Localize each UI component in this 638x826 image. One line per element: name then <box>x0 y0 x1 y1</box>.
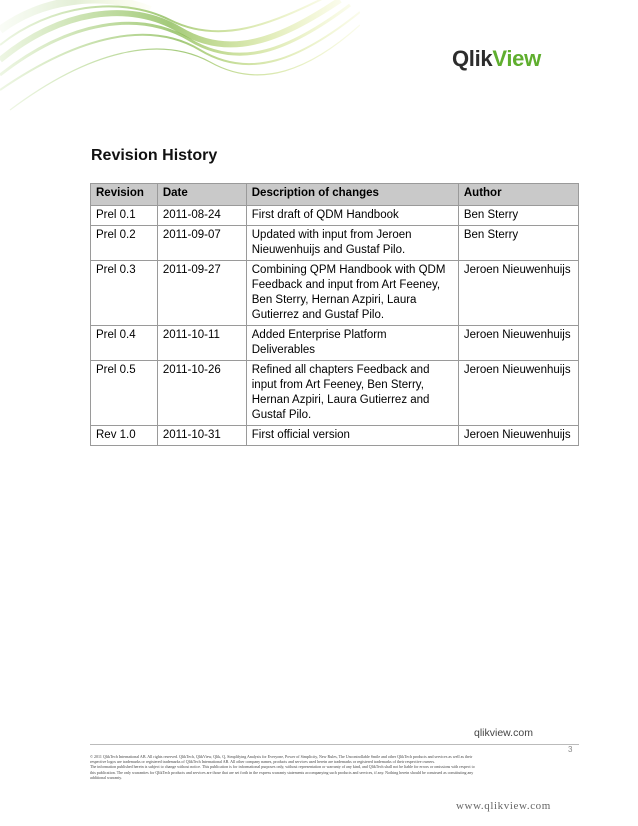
column-header-revision: Revision <box>91 184 158 206</box>
page-title: Revision History <box>91 147 218 164</box>
cell-author: Jeroen Nieuwenhuijs <box>458 326 578 361</box>
table-header-row <box>91 184 579 206</box>
cell-description: First official version <box>246 426 458 446</box>
table-row <box>91 326 579 361</box>
qlikview-logo <box>452 46 541 72</box>
footer-website-url[interactable]: www.qlikview.com <box>456 800 551 812</box>
cell-date: 2011-09-07 <box>157 226 246 261</box>
page-number: 3 <box>568 745 573 754</box>
cell-revision: Prel 0.1 <box>91 206 158 226</box>
cell-description: First draft of QDM Handbook <box>246 206 458 226</box>
cell-author: Jeroen Nieuwenhuijs <box>458 426 578 446</box>
footer-site-link[interactable]: qlikview.com <box>474 727 533 739</box>
revision-history-table <box>90 183 579 446</box>
table-row <box>91 361 579 426</box>
cell-author: Jeroen Nieuwenhuijs <box>458 361 578 426</box>
logo-text-qlik: Qlik <box>452 46 493 71</box>
cell-date: 2011-10-26 <box>157 361 246 426</box>
cell-author: Jeroen Nieuwenhuijs <box>458 261 578 326</box>
cell-description: Added Enterprise Platform Deliverables <box>246 326 458 361</box>
column-header-author: Author <box>458 184 578 206</box>
legal-notice-disclaimer: The information published herein is subject to change without notice. This publication is for informational purposes only, without representation or warranty of any kind, and QlikTech shall not be liable for errors or omissions with respect to this publication. The only warranties for QlikTech products and services are those that are set forth in the express warranty statements accompanying such products and services, if any. Nothing herein should be construed as constituting any additional warranty. <box>90 764 475 780</box>
table-row <box>91 426 579 446</box>
table-row <box>91 206 579 226</box>
cell-description: Refined all chapters Feedback and input from Art Feeney, Ben Sterry, Hernan Azpiri, Laura Gutierrez and Gustaf Pilo. <box>246 361 458 426</box>
column-header-description: Description of changes <box>246 184 458 206</box>
footer-divider <box>90 744 579 745</box>
cell-revision: Prel 0.4 <box>91 326 158 361</box>
cell-author: Ben Sterry <box>458 206 578 226</box>
table-row <box>91 261 579 326</box>
cell-author: Ben Sterry <box>458 226 578 261</box>
cell-description: Updated with input from Jeroen Nieuwenhuijs and Gustaf Pilo. <box>246 226 458 261</box>
legal-notice <box>90 754 475 780</box>
legal-notice-trademarks: © 2011 QlikTech International AB. All rights reserved. QlikTech, QlikView, Qlik, Q, Simplifying Analysis for Everyone, Power of Simplicity, New Rules, The Uncontrollable Smile and other QlikTech products and services as well as their respective logos are trademarks or registered trademarks of QlikTech International AB. All other company names, products and services used herein are trademarks or registered trademarks of their respective owners. <box>90 754 473 765</box>
table-row <box>91 226 579 261</box>
cell-date: 2011-10-31 <box>157 426 246 446</box>
cell-revision: Prel 0.5 <box>91 361 158 426</box>
cell-revision: Prel 0.2 <box>91 226 158 261</box>
cell-revision: Rev 1.0 <box>91 426 158 446</box>
cell-date: 2011-08-24 <box>157 206 246 226</box>
logo-text-view: View <box>492 46 541 71</box>
cell-description: Combining QPM Handbook with QDM Feedback and input from Art Feeney, Ben Sterry, Hernan Azpiri, Laura Gutierrez and Gustaf Pilo. <box>246 261 458 326</box>
cell-date: 2011-10-11 <box>157 326 246 361</box>
cell-date: 2011-09-27 <box>157 261 246 326</box>
column-header-date: Date <box>157 184 246 206</box>
decorative-swoosh-graphic <box>0 0 360 120</box>
cell-revision: Prel 0.3 <box>91 261 158 326</box>
